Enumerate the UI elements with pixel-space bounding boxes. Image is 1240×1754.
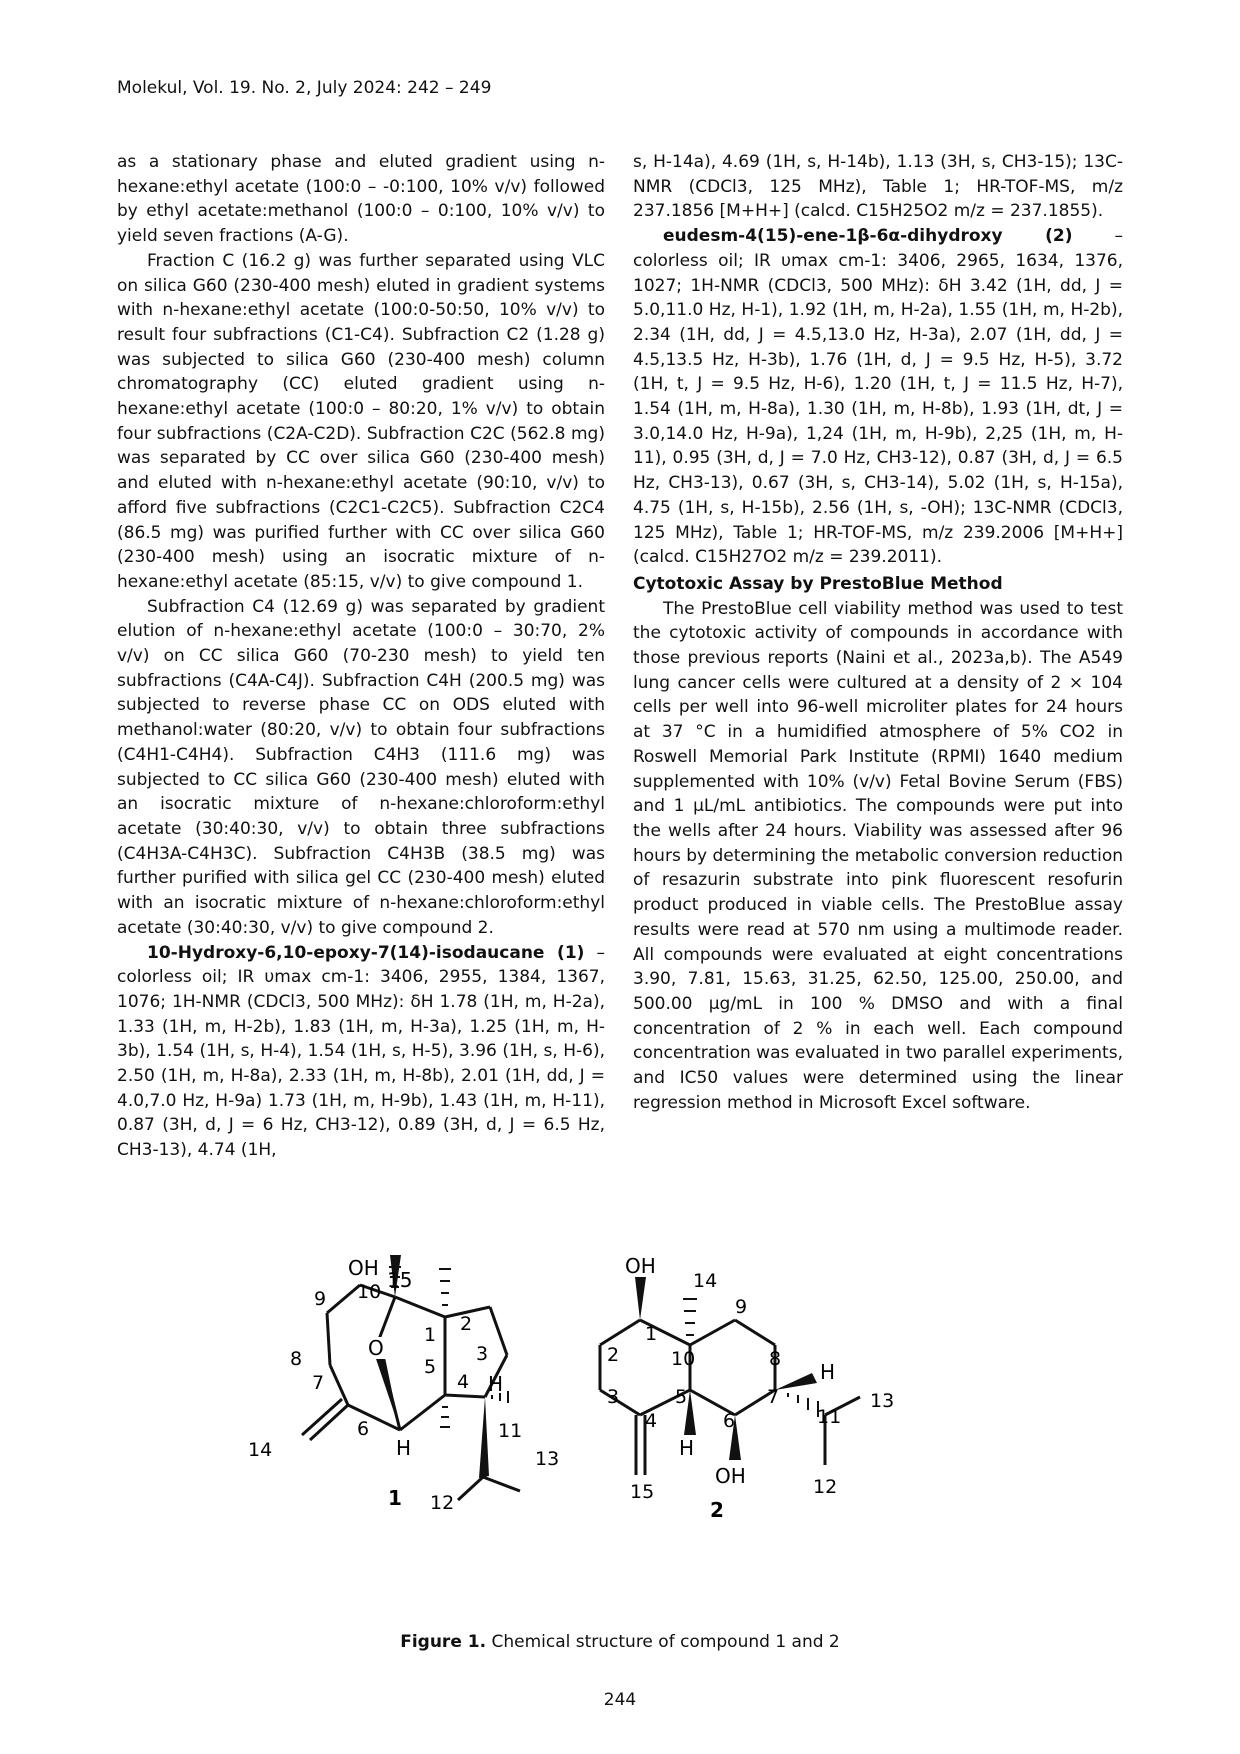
atom-number: 4 — [645, 1410, 658, 1432]
chemical-structures — [248, 1254, 1020, 1615]
paragraph: Subfraction C4 (12.69 g) was separated by gradient elution of n-hexane:ethyl acetate (100:0 – 30:70, 2% v/v) on CC silica G60 (70-230 mesh) to yield ten subfractions (C4A-C4J). Subfraction C4H (200.5 mg) was subjected to reverse phase CC on ODS eluted with methanol:water (80:20, v/v) to obtain four subfractions (C4H1-C4H4). Subfraction C4H3 (111.6 mg) was subjected to CC silica G60 (230-400 mesh) eluted with an isocratic mixture of n-hexane:chloroform:ethyl acetate (30:40:30, v/v) to obtain three subfractions (C4H3A-C4H3C). Subfraction C4H3B (38.5 mg) was further purified with silica gel CC (230-400 mesh) eluted with an isocratic mixture of n-hexane:chloroform:ethyl acetate (30:40:30, v/v) to give compound 2. — [117, 596, 605, 938]
figure-1 — [248, 1254, 1020, 1615]
left-column — [117, 150, 605, 1163]
atom-number: 1 — [424, 1324, 437, 1346]
atom-number: 6 — [357, 1418, 370, 1440]
right-column — [633, 150, 1123, 1115]
wedge-bond — [479, 1397, 489, 1478]
figure-caption — [0, 1632, 1240, 1652]
atom-number: 3 — [476, 1343, 489, 1365]
paragraph: Fraction C (16.2 g) was further separated using VLC on silica G60 (230-400 mesh) eluted in gradient systems with n-hexane:ethyl acetate (100:0-50:50, 10% v/v) to result four subfractions (C1-C4). Subfraction C2 (1.28 g) was subjected to silica G60 (230-400 mesh) column chromatography (CC) eluted gradient using n-hexane:ethyl acetate (100:0 – 80:20, 1% v/v) to obtain four subfractions (C2A-C2D). Subfraction C2C (562.8 mg) was separated by CC over silica G60 (230-400 mesh) and eluted with n-hexane:ethyl acetate (90:10, v/v) to afford five subfractions (C2C1-C2C5). Subfraction C2C4 (86.5 mg) was purified further with CC over silica G60 (230-400 mesh) using an isocratic mixture of n-hexane:ethyl acetate (85:15, v/v) to give compound 1. — [117, 250, 605, 592]
caption-label: Figure 1. — [400, 1632, 487, 1652]
compound-2-title: eudesm-4(15)-ene-1β-6α-dihydroxy (2) — [663, 226, 1073, 247]
atom-label: H — [679, 1436, 695, 1460]
atom-number: 15 — [630, 1481, 655, 1503]
atom-label: OH — [715, 1464, 746, 1488]
atom-number: 7 — [312, 1372, 325, 1394]
atom-number: 11 — [498, 1420, 523, 1442]
paragraph: The PrestoBlue cell viability method was used to test the cytotoxic activity of compounds in accordance with those previous reports (Naini et al., 2023a,b). The A549 lung cancer cells were cultured at a density of 2 × 104 cells per well into 96-well microliter plates for 24 hours at 37 °C in a humidified atmosphere of 5% CO2 in Roswell Memorial Park Institute (RPMI) 1640 medium supplemented with 10% (v/v) Fetal Bovine Serum (FBS) and 1 µL/mL antibiotics. The compounds were put into the wells after 24 hours. Viability was assessed after 96 hours by determining the metabolic conversion reduction of resazurin substrate into pink fluorescent resofurin product produced in viable cells. The PrestoBlue assay results were read at 570 nm using a multimode reader. All compounds were evaluated at eight concentrations 3.90, 7.81, 15.63, 31.25, 62.50, 125.00, 250.00, and 500.00 µg/mL in 100 % DMSO and with a final concentration of 2 % in each well. Each compound concentration was evaluated in two parallel experiments, and IC50 values were determined using the linear regression method in Microsoft Excel software. — [633, 598, 1123, 1113]
atom-number: 10 — [357, 1281, 382, 1303]
atom-number: 13 — [870, 1390, 895, 1412]
atom-number: 5 — [675, 1386, 688, 1408]
atom-number: 14 — [248, 1439, 273, 1461]
atom-number: 15 — [387, 1268, 413, 1292]
compound-number: 2 — [710, 1498, 724, 1522]
compound-2-description — [633, 224, 1123, 570]
atom-number: 1 — [645, 1323, 658, 1345]
atom-label: H — [396, 1436, 412, 1460]
atom-number: 7 — [767, 1386, 780, 1408]
caption-text: Chemical structure of compound 1 and 2 — [486, 1632, 840, 1652]
section-heading: Cytotoxic Assay by PrestoBlue Method — [633, 573, 1003, 594]
compound-number: 1 — [388, 1486, 402, 1510]
page-number: 244 — [603, 1690, 637, 1710]
paragraph: as a stationary phase and eluted gradient using n-hexane:ethyl acetate (100:0 – -0:100, 10% v/v) followed by ethyl acetate:methanol (100:0 – 0:100, 10% v/v) to yield seven fractions (A-G). — [117, 152, 605, 247]
compound-1-title: 10-Hydroxy-6,10-epoxy-7(14)-isodaucane (1) — [147, 942, 585, 963]
running-header: Molekul, Vol. 19. No. 2, July 2024: 242 – 249 — [117, 78, 492, 98]
atom-number: 5 — [424, 1356, 437, 1378]
atom-label: O — [368, 1336, 384, 1360]
atom-number: 12 — [813, 1476, 838, 1498]
compound-2-data: – colorless oil; IR υmax cm-1: 3406, 2965, 1634, 1376, 1027; 1H-NMR (CDCl3, 500 MHz): δH 3.42 (1H, dd, J = 5.0,11.0 Hz, H-1), 1.92 (1H, m, H-2a), 1.55 (1H, m, H-2b), 2.34 (1H, dd, J = 4.5,13.0 Hz, H-3a), 2.07 (1H, dd, J = 4.5,13.5 Hz, H-3b), 1.76 (1H, d, J = 9.5 Hz, H-5), 3.72 (1H, t, J = 9.5 Hz, H-6), 1.20 (1H, t, J = 11.5 Hz, H-7), 1.54 (1H, m, H-8a), 1.30 (1H, m, H-8b), 1.93 (1H, dt, J = 3.0,14.0 Hz, H-9a), 1,24 (1H, m, H-9b), 2,25 (1H, m, H-11), 0.95 (3H, d, J = 7.0 Hz, CH3-12), 0.87 (3H, d, J = 6.5 Hz, CH3-13), 0.67 (3H, s, CH3-14), 5.02 (1H, s, H-15a), 4.75 (1H, s, H-15b), 2.56 (1H, s, -OH); 13C-NMR (CDCl3, 125 MHz), Table 1; HR-TOF-MS, m/z 239.2006 [M+H+] (calcd. C15H27O2 m/z = 239.2011). — [633, 226, 1123, 568]
atom-number: 8 — [290, 1348, 303, 1370]
atom-number: 9 — [314, 1288, 327, 1310]
atom-number: 4 — [457, 1371, 470, 1393]
atom-number: 11 — [817, 1406, 842, 1428]
atom-number: 3 — [607, 1386, 620, 1408]
atom-number: 14 — [693, 1270, 718, 1292]
atom-number: 13 — [535, 1448, 560, 1470]
paragraph: s, H-14a), 4.69 (1H, s, H-14b), 1.13 (3H, s, CH3-15); 13C-NMR (CDCl3, 125 MHz), Table 1; HR-TOF-MS, m/z 237.1856 [M+H+] (calcd. C15H25O2 m/z = 237.1855). — [633, 152, 1123, 222]
atom-label: OH — [348, 1256, 379, 1280]
atom-label: OH — [625, 1254, 656, 1278]
atom-number: 9 — [735, 1296, 748, 1318]
atom-number: 12 — [430, 1492, 455, 1514]
atom-number: 2 — [460, 1313, 473, 1335]
atom-label: H — [488, 1372, 504, 1396]
compound-1-data: – colorless oil; IR υmax cm-1: 3406, 2955, 1384, 1367, 1076; 1H-NMR (CDCl3, 500 MHz): δH 1.78 (1H, m, H-2a), 1.33 (1H, m, H-2b), 1.83 (1H, m, H-3a), 1.25 (1H, m, H-3b), 1.54 (1H, s, H-4), 1.54 (1H, s, H-5), 3.96 (1H, s, H-6), 2.50 (1H, m, H-8a), 2.33 (1H, m, H-8b), 2.01 (1H, dd, J = 4.0,7.0 Hz, H-9a) 1.73 (1H, m, H-9b), 1.43 (1H, m, H-11), 0.87 (3H, d, J = 6 Hz, CH3-12), 0.89 (3H, d, J = 6.5 Hz, CH3-13), 4.74 (1H, — [117, 942, 605, 1161]
atom-number: 2 — [607, 1344, 620, 1366]
atom-number: 8 — [769, 1348, 782, 1370]
compound-1-description — [117, 941, 605, 1163]
atom-number: 10 — [671, 1348, 696, 1370]
atom-number: 6 — [723, 1410, 736, 1432]
atom-label: H — [820, 1360, 836, 1384]
compound-2 — [600, 1254, 894, 1522]
